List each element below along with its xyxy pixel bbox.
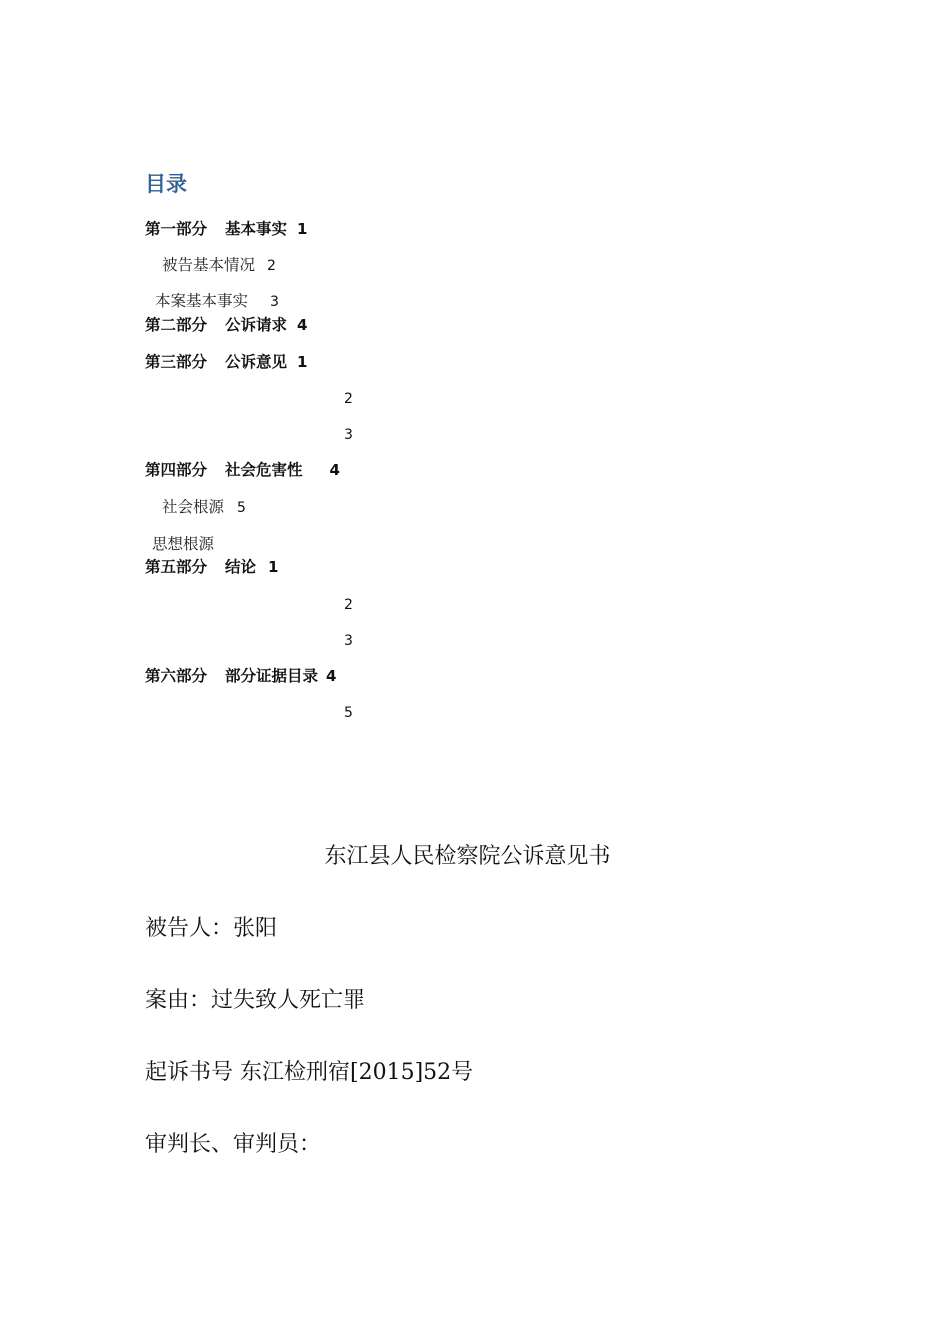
toc-part3-label: 第三部分 [145,353,208,371]
toc-part5-page: 1 [268,558,279,576]
toc-entry-part1-sub1[interactable] [162,258,276,274]
toc-part1-sub1-page: 2 [267,258,276,274]
toc-entry-part1[interactable] [145,222,307,238]
toc-part4-title: 社会危害性 [225,461,303,479]
toc-part6-label: 第六部分 [145,667,208,685]
toc-part1-page: 1 [297,220,308,238]
toc-part1-label: 第一部分 [145,220,208,238]
toc-entry-part4-sub1[interactable] [162,500,246,516]
toc-part2-title: 公诉请求 [225,316,288,334]
toc-heading: 目录 [145,172,187,196]
toc-part2-page: 4 [297,316,308,334]
toc-part3-page-3[interactable]: 3 [344,427,353,443]
toc-part1-sub2-page: 3 [270,294,279,310]
toc-part4-page: 4 [329,461,340,479]
indictment-line: 起诉书号 东江检刑宿[2015]52号 [145,1060,474,1085]
defendant-line: 被告人：张阳 [145,916,278,941]
toc-part1-sub1-text: 被告基本情况 [162,256,256,274]
toc-part6-title: 部分证据目录 [225,667,319,685]
toc-part4-sub1-page: 5 [237,500,246,516]
toc-entry-part1-sub2[interactable] [155,294,279,310]
toc-entry-part3[interactable] [145,355,307,371]
toc-part3-page: 1 [297,353,308,371]
document-title: 东江县人民检察院公诉意见书 [324,844,611,869]
toc-part4-label: 第四部分 [145,461,208,479]
toc-entry-part2[interactable] [145,318,307,334]
toc-part5-label: 第五部分 [145,558,208,576]
address-line: 审判长、审判员： [145,1132,322,1157]
toc-part1-title: 基本事实 [225,220,288,238]
toc-part1-sub2-text: 本案基本事实 [155,292,249,310]
toc-part3-page-2[interactable]: 2 [344,391,353,407]
toc-entry-part6[interactable] [145,669,336,685]
toc-entry-part5[interactable] [145,560,278,576]
toc-part4-sub1-text: 社会根源 [162,498,225,516]
toc-part5-page-2[interactable]: 2 [344,597,353,613]
toc-part6-page-5[interactable]: 5 [344,705,353,721]
toc-part5-page-3[interactable]: 3 [344,633,353,649]
toc-entry-part4[interactable] [145,463,340,479]
toc-entry-part4-sub2[interactable]: 思想根源 [152,535,215,553]
toc-part3-title: 公诉意见 [225,353,288,371]
cause-line: 案由：过失致人死亡罪 [145,988,366,1013]
toc-part2-label: 第二部分 [145,316,208,334]
toc-part5-title: 结论 [225,558,257,576]
toc-part6-page: 4 [326,667,337,685]
